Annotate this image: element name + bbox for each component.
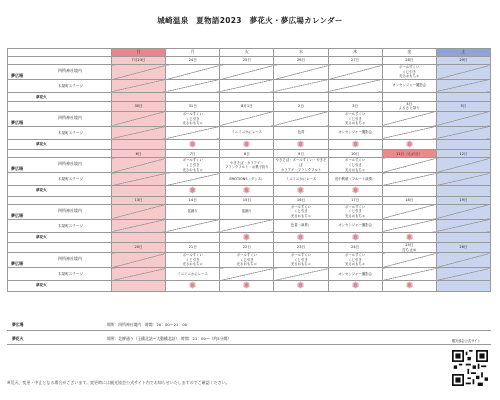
shrine-event-cell <box>220 204 274 219</box>
shrine-event-text: ボールすくい くじ引き 光るおもちゃ <box>290 204 312 218</box>
shrine-event-text: やきそば・ボールすくい・やきそば カラアゲ・フランクフルト <box>275 158 327 172</box>
date-label: 26日 <box>459 245 468 250</box>
date-cell <box>436 57 490 65</box>
stage-event-cell <box>166 173 220 186</box>
fireworks-icon <box>188 191 197 195</box>
page-title: 城崎温泉 夏物語2023 夢花火・夢広場カレンダー <box>157 16 343 25</box>
fireworks-cell <box>166 186 220 197</box>
stage-event-cell <box>274 219 328 232</box>
stage-event-text: オンセンジャー撮影会 <box>338 223 373 228</box>
stage-event-text: EMOTIONS（ダンス） <box>229 176 265 181</box>
week-corner <box>8 150 112 158</box>
fireworks-cell <box>328 232 382 243</box>
date-label: 7日 <box>189 151 196 156</box>
date-label: 24日 <box>351 245 360 250</box>
shrine-event-cell <box>382 65 436 80</box>
fireworks-cell <box>436 186 490 197</box>
row-label-main: 夢広場 <box>11 73 23 78</box>
row-label-stage-cell <box>8 268 112 281</box>
shrine-event-cell <box>328 158 382 173</box>
shrine-event-cell <box>328 111 382 126</box>
shrine-event-cell <box>166 111 220 126</box>
shrine-event-text: やきそば・カラアゲ・ フランクフルト・お菓子釣り <box>224 160 269 170</box>
fireworks-cell <box>166 92 220 101</box>
shrine-event-text: ボールすくい くじ引き 光るおもちゃ <box>344 253 366 267</box>
date-cell <box>112 243 166 253</box>
date-label: 3日 <box>352 104 359 109</box>
shrine-event-cell <box>382 158 436 173</box>
week-date-row <box>8 57 491 65</box>
stage-event-cell <box>274 268 328 281</box>
stage-event-cell <box>382 268 436 281</box>
fireworks-cell <box>220 186 274 197</box>
row-label-fire: 夢花火 <box>36 234 47 239</box>
fireworks-cell <box>382 232 436 243</box>
fireworks-cell <box>166 281 220 292</box>
date-label: 25日 打ち止め <box>402 243 417 252</box>
row-label-fire-cell <box>8 281 112 292</box>
shrine-event-text: ボールすくい くじ引き 光るおもちゃ <box>236 253 258 267</box>
row-label-main: 夢広場 <box>11 212 23 218</box>
date-label: 8日 <box>243 151 250 156</box>
shrine-event-cell <box>382 253 436 268</box>
date-label: 5日 <box>460 104 467 109</box>
fireworks-cell <box>166 232 220 243</box>
date-label: 14日 <box>188 197 197 202</box>
stage-event-cell <box>112 219 166 232</box>
shrine-event-cell <box>382 204 436 219</box>
stage-event-text: 色香（演奏） <box>290 223 312 228</box>
disclaimer-note: ※荒天、変更・中止となる場合がございます。変更時には観光協会公式サイト内でお知らせいたしますのでご確認ください。 <box>7 380 230 385</box>
stage-event-cell <box>328 79 382 92</box>
stage-event-text: 田中利頌（フルート演奏） <box>334 176 376 181</box>
date-cell <box>220 196 274 204</box>
fireworks-cell <box>220 281 274 292</box>
footer-plaza-row <box>7 318 491 331</box>
fireworks-cell <box>382 186 436 197</box>
date-cell <box>328 101 382 111</box>
shrine-event-cell <box>166 65 220 80</box>
row-label-fire: 夢花火 <box>36 283 47 288</box>
shrine-event-cell <box>436 65 490 80</box>
fireworks-icon <box>351 145 360 149</box>
shrine-event-text: ボールすくい くじ引き 光るおもちゃ <box>399 65 420 79</box>
date-label: 19日 <box>459 197 468 202</box>
fireworks-icon <box>242 286 251 290</box>
fireworks-cell <box>274 92 328 101</box>
stage-event-cell <box>328 126 382 139</box>
date-cell <box>328 196 382 204</box>
date-cell <box>112 101 166 111</box>
row-label-shrine: 四所神社境内 <box>58 68 82 73</box>
row-label-stage-cell <box>8 173 112 186</box>
stage-event-text: オンセンジャー撮影会 <box>338 130 373 135</box>
date-cell <box>112 196 166 204</box>
stage-event-text: ミニミニかにレース <box>177 271 208 276</box>
date-label: 23日 <box>296 245 306 250</box>
row-label-fire: 夢花火 <box>36 141 47 146</box>
shrine-event-text: 盆踊り <box>241 209 252 214</box>
date-cell <box>220 101 274 111</box>
shrine-event-cell <box>220 65 274 80</box>
event-calendar <box>7 48 491 292</box>
fireworks-cell <box>436 232 490 243</box>
row-label-stage: 木屋町ステージ <box>58 83 84 88</box>
date-label: 24日 <box>188 58 197 63</box>
week-corner <box>8 196 112 204</box>
shrine-event-text: ボールすくい くじ引き 光るおもちゃ <box>344 158 366 172</box>
date-cell <box>436 243 490 253</box>
fireworks-cell <box>328 281 382 292</box>
weekday-thu: 木 <box>328 49 382 57</box>
footer-plaza-detail: 場所：四所神社境内 時間：20：00〜21：00 <box>107 322 188 327</box>
fireworks-cell <box>220 92 274 101</box>
date-cell <box>436 101 490 111</box>
date-label: 15日 <box>242 197 251 202</box>
row-label-stage: 木屋町ステージ <box>58 272 84 277</box>
shrine-event-cell <box>112 253 166 268</box>
footer-fire-label: 夢花火 <box>12 336 24 341</box>
fireworks-icon <box>351 286 360 290</box>
date-label: 11日（山の日） <box>396 151 423 156</box>
date-cell <box>274 243 328 253</box>
stage-event-cell <box>220 79 274 92</box>
weekday-wed: 水 <box>274 49 328 57</box>
date-cell <box>328 243 382 253</box>
row-label-main: 夢広場 <box>11 119 23 125</box>
row-label-fire-cell <box>8 139 112 150</box>
week-corner <box>8 101 112 111</box>
fireworks-icon <box>242 238 251 242</box>
date-label: 6日 <box>135 151 142 156</box>
row-label-group <box>8 158 112 173</box>
stage-event-cell <box>220 219 274 232</box>
stage-event-text: ミニミニかにレース <box>285 176 317 181</box>
shrine-event-text: 盆踊り <box>187 209 198 214</box>
date-cell <box>382 243 436 253</box>
fireworks-icon <box>405 238 414 242</box>
fireworks-cell <box>328 186 382 197</box>
stage-event-cell <box>436 268 490 281</box>
row-label-shrine: 四所神社境内 <box>58 114 82 120</box>
date-cell <box>166 101 220 111</box>
stage-event-cell <box>166 219 220 232</box>
shrine-event-text: ボールすくい くじ引き 光るおもちゃ <box>182 111 203 126</box>
stage-event-cell <box>112 268 166 281</box>
stage-event-cell <box>274 126 328 139</box>
stage-event-cell <box>436 173 490 186</box>
date-label: 2日 <box>298 104 304 109</box>
shrine-event-cell <box>274 204 328 219</box>
row-label-stage: 木屋町ステージ <box>58 130 84 135</box>
date-cell <box>112 57 166 65</box>
stage-event-cell <box>112 126 166 139</box>
date-label: 18日 <box>405 197 414 202</box>
shrine-event-cell <box>382 111 436 126</box>
shrine-event-cell <box>220 111 274 126</box>
date-cell <box>436 150 490 158</box>
fireworks-icon <box>296 238 305 242</box>
fireworks-cell <box>382 139 436 150</box>
row-label-group <box>8 253 112 268</box>
date-label: 31日 <box>188 104 197 109</box>
date-cell <box>382 101 436 111</box>
row-label-group <box>8 65 112 80</box>
fireworks-icon <box>188 286 197 290</box>
fireworks-cell <box>112 281 166 292</box>
row-label-stage-cell <box>8 79 112 92</box>
fireworks-cell <box>328 92 382 101</box>
stage-event-text: オンセンジャー撮影会 <box>392 83 427 88</box>
date-label: 28日 <box>405 58 414 63</box>
date-cell <box>166 196 220 204</box>
row-label-group <box>8 111 112 126</box>
date-label: 9日 <box>298 151 304 156</box>
date-label: 29日 <box>459 58 468 63</box>
fireworks-cell <box>166 139 220 150</box>
date-cell <box>166 243 220 253</box>
shrine-event-cell <box>436 204 490 219</box>
date-cell <box>382 196 436 204</box>
stage-event-cell <box>436 126 490 139</box>
fireworks-cell <box>274 186 328 197</box>
qr-label: 観光協会公式サイト <box>452 339 481 343</box>
weekday-mon: 月 <box>166 49 220 57</box>
shrine-event-cell <box>274 158 328 173</box>
date-label: 17日 <box>351 197 360 202</box>
date-cell <box>274 57 328 65</box>
stage-event-cell <box>166 126 220 139</box>
stage-event-text: ミニミニかにレース <box>231 130 263 135</box>
stage-event-cell <box>436 219 490 232</box>
qr-code-icon[interactable] <box>452 350 488 386</box>
row-label-main: 夢広場 <box>11 166 23 172</box>
row-label-stage-cell <box>8 126 112 139</box>
fireworks-icon <box>351 238 360 242</box>
date-label: 26日 <box>296 58 306 63</box>
fireworks-cell <box>220 139 274 150</box>
date-label: 7月23日 <box>131 58 146 63</box>
date-cell <box>328 57 382 65</box>
fireworks-cell <box>112 92 166 101</box>
date-cell <box>382 57 436 65</box>
date-label: 22日 <box>242 245 251 250</box>
shrine-event-text: ボールすくい くじ引き 光るおもちゃ <box>290 253 312 267</box>
date-label: 25日 <box>242 58 251 63</box>
row-label-shrine: 四所神社境内 <box>58 207 82 213</box>
fireworks-cell <box>274 232 328 243</box>
week-date-row <box>8 150 491 158</box>
date-cell <box>166 150 220 158</box>
stage-event-cell <box>328 219 382 232</box>
date-label: 21日 <box>188 245 197 250</box>
shrine-event-cell <box>166 253 220 268</box>
stage-event-cell <box>382 79 436 92</box>
fireworks-cell <box>112 186 166 197</box>
fireworks-icon <box>296 286 305 290</box>
fireworks-icon <box>296 145 305 149</box>
date-cell <box>166 57 220 65</box>
fireworks-cell <box>382 281 436 292</box>
shrine-event-cell <box>112 111 166 126</box>
date-label: 8月1日 <box>240 104 253 109</box>
row-label-fire-cell <box>8 186 112 197</box>
row-label-fire-cell <box>8 232 112 243</box>
week-date-row <box>8 196 491 204</box>
stage-event-cell <box>328 268 382 281</box>
date-label: 30日 <box>134 104 143 109</box>
shrine-event-cell <box>274 65 328 80</box>
date-label: 4日 よるさと祭り <box>398 101 421 111</box>
fireworks-cell <box>112 139 166 150</box>
shrine-event-cell <box>328 65 382 80</box>
footer-fire-detail: 場所：北柳通り（王橋北詰〜大谿橋北詰） 時間：21：00〜（約5分間） <box>107 336 232 341</box>
shrine-event-cell <box>112 204 166 219</box>
fireworks-icon <box>242 191 251 195</box>
stage-event-cell <box>382 126 436 139</box>
shrine-event-cell <box>274 111 328 126</box>
stage-event-cell <box>382 219 436 232</box>
fireworks-cell <box>274 281 328 292</box>
fireworks-icon <box>188 145 197 149</box>
date-cell <box>112 150 166 158</box>
footer-fire-row <box>7 332 491 345</box>
date-label: 16日 <box>296 197 306 202</box>
shrine-event-cell <box>112 158 166 173</box>
row-label-stage: 木屋町ステージ <box>58 177 84 182</box>
weekday-sun: 日 <box>112 49 166 57</box>
date-label: 27日 <box>351 58 360 63</box>
fireworks-cell <box>274 139 328 150</box>
fireworks-cell <box>436 281 490 292</box>
shrine-event-text: ボールすくい くじ引き 光るおもちゃ <box>344 204 366 218</box>
shrine-event-cell <box>436 158 490 173</box>
footer-plaza-label: 夢広場 <box>12 322 24 327</box>
stage-event-cell <box>166 268 220 281</box>
stage-event-cell <box>112 79 166 92</box>
stage-event-cell <box>166 79 220 92</box>
stage-event-cell <box>220 268 274 281</box>
shrine-event-cell <box>436 253 490 268</box>
shrine-event-cell <box>112 65 166 80</box>
row-label-main: 夢広場 <box>11 261 23 267</box>
shrine-event-cell <box>436 111 490 126</box>
shrine-event-text: ボールすくい くじ引き 光るおもちゃ <box>344 111 366 126</box>
footer-info <box>7 318 491 349</box>
stage-event-cell <box>220 173 274 186</box>
row-label-stage: 木屋町ステージ <box>58 223 84 228</box>
fireworks-cell <box>382 92 436 101</box>
date-cell <box>220 243 274 253</box>
week-corner <box>8 57 112 65</box>
date-label: 12日 <box>459 151 468 156</box>
date-cell <box>436 196 490 204</box>
row-label-shrine: 四所神社境内 <box>58 161 82 167</box>
row-label-shrine: 四所神社境内 <box>58 256 82 262</box>
stage-event-cell <box>436 79 490 92</box>
weekday-tue: 火 <box>220 49 274 57</box>
fireworks-icon <box>405 286 414 290</box>
stage-event-cell <box>274 173 328 186</box>
fireworks-icon <box>405 145 414 149</box>
fireworks-cell <box>112 232 166 243</box>
fireworks-cell <box>328 139 382 150</box>
stage-event-cell <box>274 79 328 92</box>
fireworks-icon <box>351 191 360 195</box>
date-cell <box>382 150 436 158</box>
date-label: 13日 <box>134 197 143 202</box>
header-corner <box>8 49 112 57</box>
weekday-header-row <box>8 49 491 57</box>
stage-event-cell <box>220 126 274 139</box>
shrine-event-cell <box>220 158 274 173</box>
date-cell <box>274 150 328 158</box>
stage-event-text: 色香 <box>297 130 305 135</box>
date-cell <box>328 150 382 158</box>
shrine-event-cell <box>328 204 382 219</box>
row-label-fire: 夢花火 <box>36 188 47 193</box>
date-cell <box>274 101 328 111</box>
shrine-event-cell <box>220 253 274 268</box>
weekday-fri: 金 <box>382 49 436 57</box>
fireworks-icon <box>242 145 251 149</box>
shrine-event-cell <box>328 253 382 268</box>
date-cell <box>220 150 274 158</box>
week-date-row <box>8 243 491 253</box>
row-label-stage-cell <box>8 219 112 232</box>
date-label: 10日 <box>351 151 360 156</box>
date-cell <box>274 196 328 204</box>
row-label-fire-cell <box>8 92 112 101</box>
fireworks-cell <box>436 92 490 101</box>
shrine-event-text: ボールすくい くじ引き 光るおもちゃ <box>182 158 203 172</box>
date-label: 20日 <box>134 245 143 250</box>
stage-event-cell <box>112 173 166 186</box>
row-label-fire: 夢花火 <box>36 94 47 99</box>
stage-event-cell <box>328 173 382 186</box>
shrine-event-cell <box>166 158 220 173</box>
shrine-event-cell <box>166 204 220 219</box>
weekday-sat: 土 <box>436 49 490 57</box>
week-corner <box>8 243 112 253</box>
fireworks-icon <box>296 191 305 195</box>
stage-event-text: オンセンジャー撮影会 <box>338 271 373 276</box>
row-label-group <box>8 204 112 219</box>
shrine-event-cell <box>274 253 328 268</box>
fireworks-cell <box>220 232 274 243</box>
date-cell <box>220 57 274 65</box>
week-date-row <box>8 101 491 111</box>
shrine-event-text: ボールすくい くじ引き 光るおもちゃ <box>182 253 203 267</box>
stage-event-cell <box>382 173 436 186</box>
fireworks-cell <box>436 139 490 150</box>
